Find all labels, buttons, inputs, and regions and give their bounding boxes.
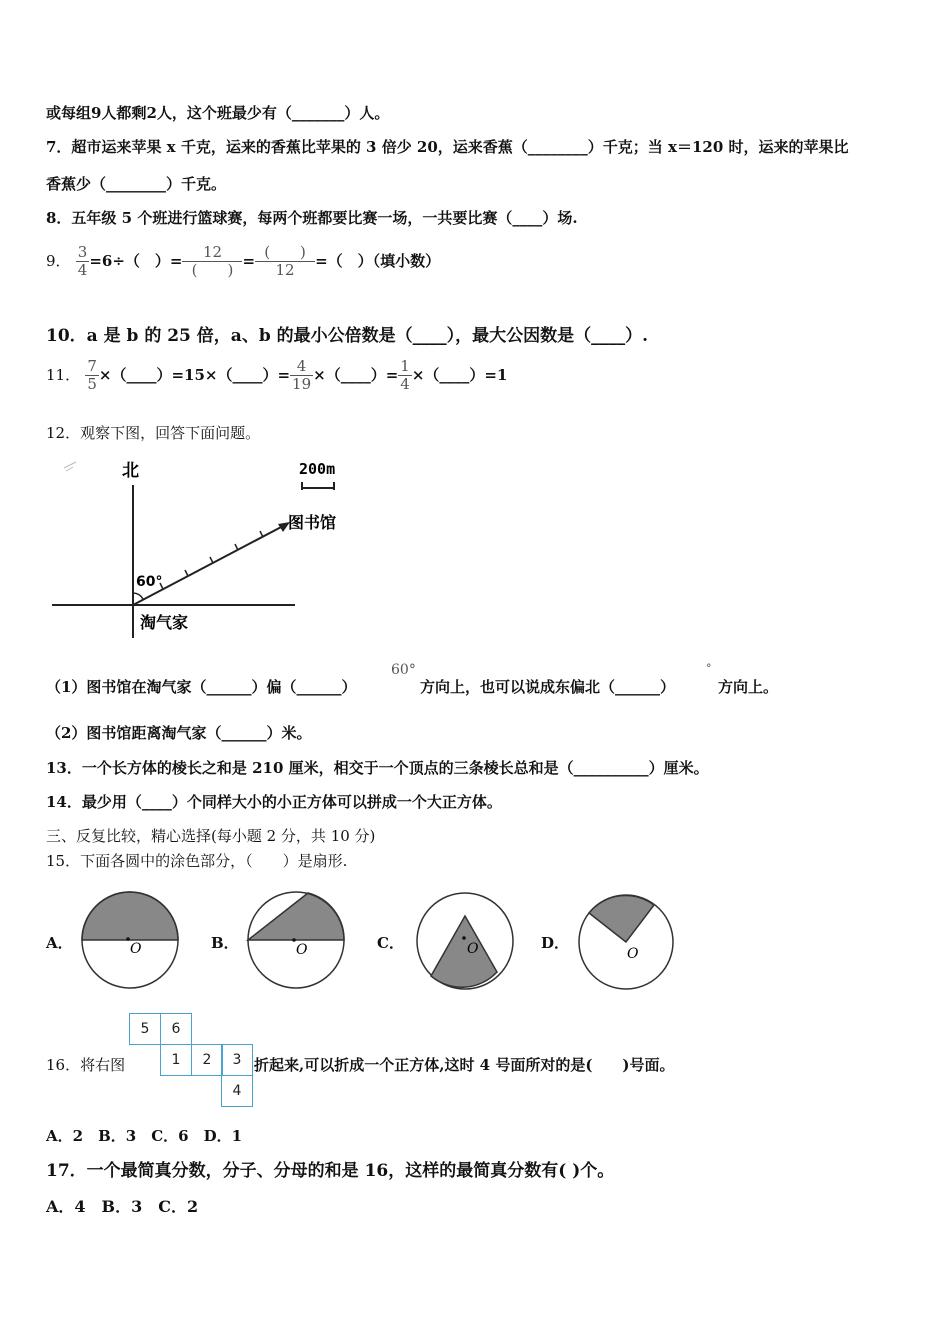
q11-fraction-3: $\frac{1}{4}$ xyxy=(400,357,410,394)
library-label: 图书馆 xyxy=(288,513,337,532)
angle-label: 60° xyxy=(136,574,163,590)
option-a-label: A． xyxy=(46,934,73,952)
option-c-label: C． xyxy=(377,934,404,952)
center-o-d: O xyxy=(627,946,639,962)
angle-superscript: 60° xyxy=(391,662,416,678)
q7-line2: 香蕉少（________）千克。 xyxy=(46,175,227,193)
q9-equals: = xyxy=(242,251,256,270)
net-face: 6 xyxy=(160,1013,192,1045)
q9-tail: =（ ）（填小数） xyxy=(315,251,441,270)
center-o-c: O xyxy=(467,941,479,957)
q8-line: 8．五年级 5 个班进行篮球赛，每两个班都要比赛一场，一共要比赛（____）场. xyxy=(46,209,578,227)
net-face: 1 xyxy=(160,1044,192,1076)
q11-fraction-2: $\frac{4}{19}$ xyxy=(292,357,312,394)
q16-line-a: 16．将右图 xyxy=(46,1056,126,1074)
q15-line: 15．下面各圆中的涂色部分，（ ）是扇形. xyxy=(46,852,348,870)
net-face: 5 xyxy=(129,1013,161,1045)
option-b-label: B． xyxy=(211,934,239,952)
q11-fraction-1: $\frac{7}{5}$ xyxy=(87,357,97,394)
scale-label: 200m xyxy=(299,460,336,478)
circle-option-d xyxy=(578,890,678,994)
q17-line: 17．一个最简真分数，分子、分母的和是 16，这样的最简真分数有( )个。 xyxy=(46,1161,615,1181)
degree-superscript: ° xyxy=(706,662,712,675)
q11-prefix: 11． xyxy=(46,365,81,384)
q9-fraction-1: $\frac{3}{4}$ xyxy=(77,243,88,280)
center-o-b: O xyxy=(296,942,308,958)
q14-line: 14．最少用（____）个同样大小的小正方体可以拼成一个大正方体。 xyxy=(46,793,502,811)
circle-option-a xyxy=(78,890,182,994)
q9-prefix: 9． xyxy=(46,251,71,270)
net-face: 2 xyxy=(191,1044,223,1076)
q10-line: 10．a 是 b 的 25 倍，a、b 的最小公倍数是（____），最大公因数是（____）. xyxy=(46,326,649,346)
q12-line: 12．观察下图，回答下面问题。 xyxy=(46,424,261,442)
q12-part1-a: （1）图书馆在淘气家（______）偏（______） xyxy=(46,678,357,696)
q7-line1: 7．超市运来苹果 x 千克，运来的香蕉比苹果的 3 倍少 20，运来香蕉（________）千克；当 x＝120 时，运来的苹果比 xyxy=(46,138,849,156)
q16-options: A．2 B．3 C．6 D．1 xyxy=(46,1127,243,1145)
q13-line: 13．一个长方体的棱长之和是 210 厘米，相交于一个顶点的三条棱长总和是（__________）厘米。 xyxy=(46,759,709,777)
north-label: 北 xyxy=(122,461,139,481)
q9-fraction-2: $\frac{12}{( )}$ xyxy=(182,244,242,280)
option-d-label: D． xyxy=(541,934,570,952)
home-label: 淘气家 xyxy=(140,613,189,632)
q17-options: A．4 B．3 C．2 xyxy=(46,1197,199,1216)
q12-part2: （2）图书馆距离淘气家（______）米。 xyxy=(46,724,312,742)
q16-line-b: 折起来,可以折成一个正方体,这时 4 号面所对的是( )号面。 xyxy=(254,1056,675,1074)
q11-line xyxy=(46,358,507,394)
q11-part2: ×（____）= xyxy=(313,365,399,384)
q6-continuation: 或每组9人都剩2人，这个班最少有（_______）人。 xyxy=(46,104,390,122)
q9-fraction-3: $\frac{( )}{12}$ xyxy=(255,244,315,280)
q9-part1: =6÷（ ）= xyxy=(89,251,183,270)
circle-option-c xyxy=(414,890,516,992)
net-face: 3 xyxy=(221,1044,253,1076)
direction-diagram xyxy=(40,450,370,640)
q12-part1-b: 方向上，也可以说成东偏北（______） xyxy=(420,678,676,696)
q9-line xyxy=(46,244,440,280)
q11-part3: ×（____）=1 xyxy=(411,365,508,384)
circle-option-b xyxy=(244,890,348,994)
net-face: 4 xyxy=(221,1075,253,1107)
center-o-a: O xyxy=(130,941,142,957)
q12-part1-c: 方向上。 xyxy=(718,678,779,696)
section-3-heading: 三、反复比较，精心选择(每小题 2 分，共 10 分) xyxy=(46,827,376,845)
q11-part1: ×（____）=15×（____）= xyxy=(98,365,291,384)
